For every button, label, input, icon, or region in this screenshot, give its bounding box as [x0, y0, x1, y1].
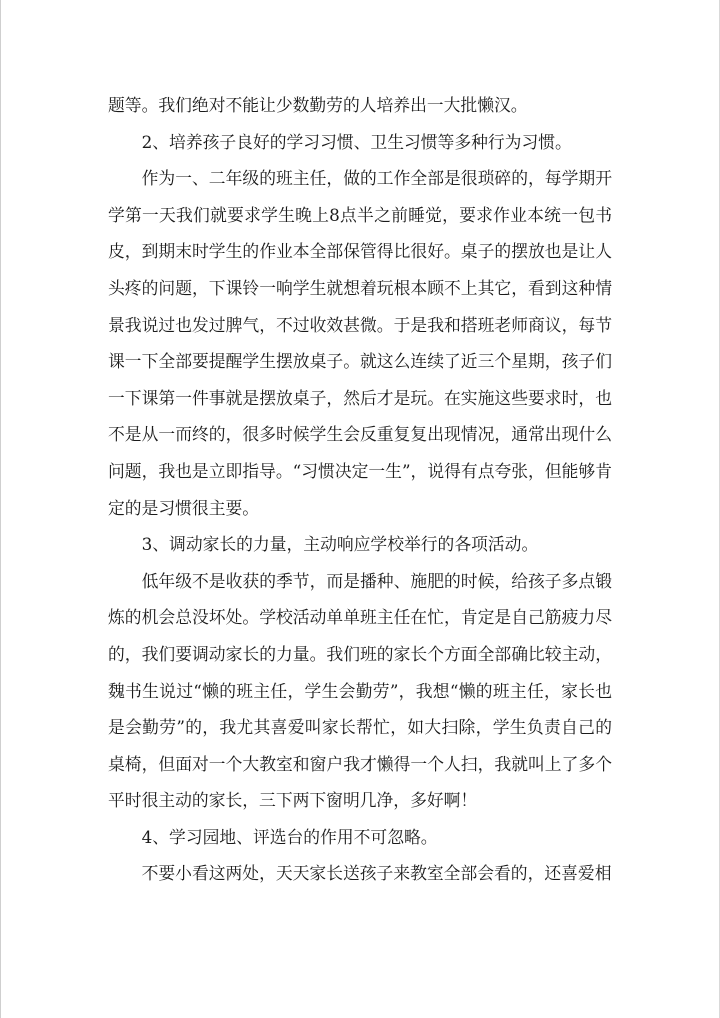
page-left-border: [0, 0, 1, 1018]
paragraph-1: 题等。我们绝对不能让少数勤劳的人培养出一大批懒汉。: [108, 95, 528, 115]
paragraph-5: 低年级不是收获的季节，而是播种、施肥的时候，给孩子多点锻炼的机会总没坏处。学校活动单单班主任在忙，肯定是自己筋疲力尽的，我们要调动家长的力量。我们班的家长个方面全部确比较主动，魏书生说过“懒的班主任，学生会勤劳”，我想“懒的班主任，家长也是会勤劳”的，我尤其喜爱叫家长帮忙，如大扫除，学生负责自己的桌椅，但面对一个大教室和窗户我才懒得一个人扫，我就叫上了多个平时很主动的家长，三下两下窗明几净，多好啊！: [108, 570, 612, 811]
document-body: [108, 87, 612, 892]
paragraph-3: 作为一、二年级的班主任，做的工作全部是很琐碎的，每学期开学第一天我们就要求学生晚上8点半之前睡觉，要求作业本统一包书皮，到期末时学生的作业本全部保管得比很好。桌子的摆放也是让人头疼的问题，下课铃一响学生就想着玩根本顾不上其它，看到这种情景我说过也发过脾气，不过收效甚微。于是我和搭班老师商议，每节课一下全部要提醒学生摆放桌子。就这么连续了近三个星期，孩子们一下课第一件事就是摆放桌子，然后才是玩。在实施这些要求时，也不是从一而终的，很多时候学生会反重复复出现情况，通常出现什么问题，我也是立即指导。“习惯决定一生”，说得有点夸张，但能够肯定的是习惯很主要。: [108, 168, 612, 518]
paragraph-4-heading: 3、调动家长的力量，主动响应学校举行的各项活动。: [141, 534, 539, 555]
paragraph-2-heading: 2、培养孩子良好的学习习惯、卫生习惯等多种行为习惯。: [141, 131, 572, 152]
paragraph-7: 不要小看这两处，天天家长送孩子来教室全部会看的，还喜爱相: [141, 863, 612, 884]
paragraph-6-heading: 4、学习园地、评选台的作用不可忽略。: [141, 826, 438, 847]
